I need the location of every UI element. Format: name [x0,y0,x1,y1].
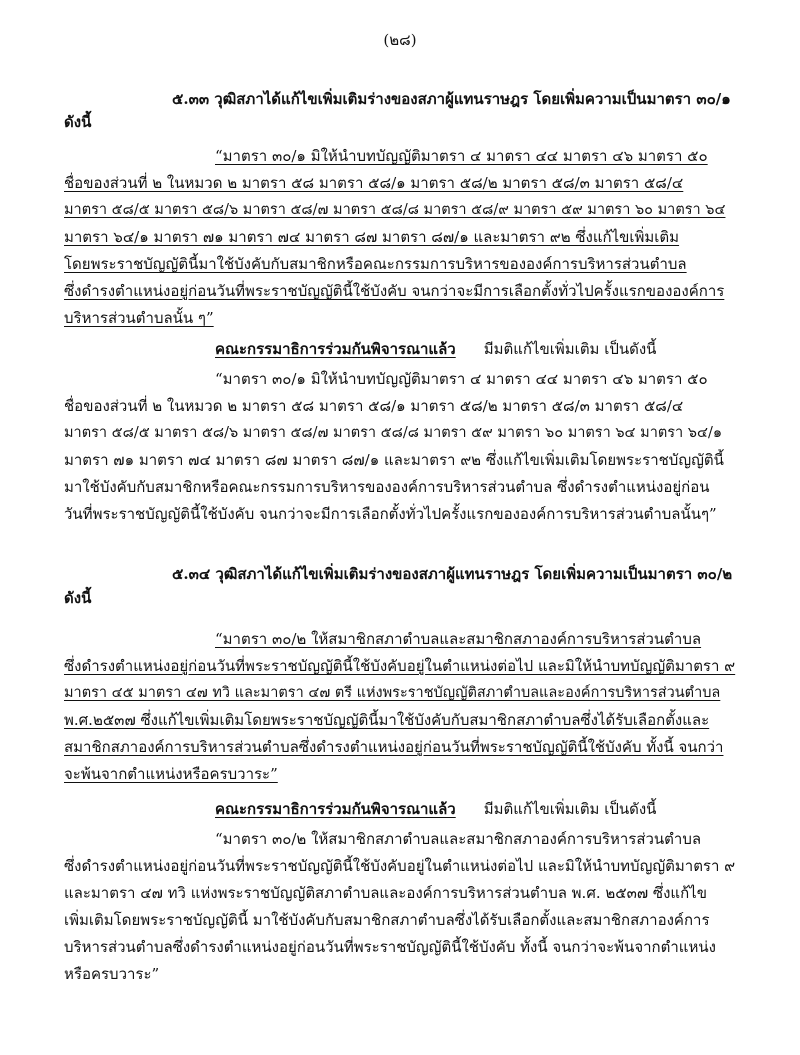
senate-amendment-line: มาตรา ๖๔/๑ มาตรา ๗๑ มาตรา ๗๔ มาตรา ๘๗ มาตรา ๘๗/๑ และมาตรา ๙๒ ซึ่งแก้ไขเพิ่มเติม [64,228,680,246]
resolution-text-line: หรือครบวาระ” [64,965,160,983]
resolution-text-line: “มาตรา ๓๐/๑ มิให้นำบทบัญญัติมาตรา ๔ มาตรา ๔๔ มาตรา ๔๖ มาตรา ๕๐ [215,370,708,388]
committee-note: มีมติแก้ไขเพิ่มเติม เป็นดังนี้ [483,340,657,358]
resolution-text-line: มาใช้บังคับกับสมาชิกหรือคณะกรรมการบริหารขององค์การบริหารส่วนตำบล ซึ่งดำรงตำแหน่งอยู่ก่อน [64,478,710,496]
senate-amendment-line: “มาตรา ๓๐/๒ ให้สมาชิกสภาตำบลและสมาชิกสภาองค์การบริหารส่วนตำบล [215,630,702,648]
senate-amendment-line: มาตรา ๔๕ มาตรา ๔๗ ทวิ และมาตรา ๔๗ ตรี แห่งพระราชบัญญัติสภาตำบลและองค์การบริหารส่วนตำบล [64,685,721,701]
committee-label: คณะกรรมาธิการร่วมกันพิจารณาแล้ว [215,340,456,358]
senate-amendment-line: ชื่อของส่วนที่ ๒ ในหมวด ๒ มาตรา ๕๘ มาตรา ๕๘/๑ มาตรา ๕๘/๒ มาตรา ๕๘/๓ มาตรา ๕๘/๔ [64,174,684,192]
senate-amendment-line: มาตรา ๕๘/๕ มาตรา ๕๘/๖ มาตรา ๕๘/๗ มาตรา ๕๘/๘ มาตรา ๕๘/๙ มาตรา ๕๙ มาตรา ๖๐ มาตรา ๖๔ [64,202,726,218]
senate-amendment-line: บริหารส่วนตำบลนั้น ๆ” [64,309,214,327]
resolution-text-line: ชื่อของส่วนที่ ๒ ในหมวด ๒ มาตรา ๕๘ มาตรา ๕๘/๑ มาตรา ๕๘/๒ มาตรา ๕๘/๓ มาตรา ๕๘/๔ [64,397,684,415]
senate-amendment-line: พ.ศ.๒๕๓๗ ซึ่งแก้ไขเพิ่มเติมโดยพระราชบัญญัตินี้มาใช้บังคับกับสมาชิกสภาตำบลซึ่งได้รับเลือกตั้งและ [64,711,710,729]
page-number: (๒๘) [383,31,417,49]
committee-label: คณะกรรมาธิการร่วมกันพิจารณาแล้ว [215,800,456,818]
resolution-text-line: เพิ่มเติมโดยพระราชบัญญัตินี้ มาใช้บังคับกับสมาชิกสภาตำบลซึ่งได้รับเลือกตั้งและสมาชิกสภาองค์การ [64,911,710,929]
senate-amendment-line: สมาชิกสภาองค์การบริหารส่วนตำบลซึ่งดำรงตำแหน่งอยู่ก่อนวันที่พระราชบัญญัตินี้ใช้บังคับ ทั้งนี้ จนกว่า [64,738,724,756]
section-heading: ๕.๓๓ วุฒิสภาได้แก้ไขเพิ่มเติมร่างของสภาผู้แทนราษฎร โดยเพิ่มความเป็นมาตรา ๓๐/๑ [172,90,731,108]
resolution-text-line: ซึ่งดำรงตำแหน่งอยู่ก่อนวันที่พระราชบัญญัตินี้ใช้บังคับอยู่ในตำแหน่งต่อไป และมิให้นำบทบัญญัติมาตรา ๙ [64,857,736,875]
resolution-text-line: บริหารส่วนตำบลซึ่งดำรงตำแหน่งอยู่ก่อนวันที่พระราชบัญญัตินี้ใช้บังคับ ทั้งนี้ จนกว่าจะพ้นจากตำแหน่ง [64,938,716,956]
section-heading-continuation: ดังนี้ [64,589,92,607]
resolution-text-line: และมาตรา ๔๗ ทวิ แห่งพระราชบัญญัติสภาตำบลและองค์การบริหารส่วนตำบล พ.ศ. ๒๕๓๗ ซึ่งแก้ไข [64,884,707,902]
section-heading-continuation: ดังนี้ [64,113,92,131]
resolution-text-line: มาตรา ๗๑ มาตรา ๗๔ มาตรา ๘๗ มาตรา ๘๗/๑ และมาตรา ๙๒ ซึ่งแก้ไขเพิ่มเติมโดยพระราชบัญญัตินี้ [64,451,724,469]
senate-amendment-line: จะพ้นจากตำแหน่งหรือครบวาระ” [64,765,278,783]
committee-note: มีมติแก้ไขเพิ่มเติม เป็นดังนี้ [483,800,657,818]
resolution-text-line: “มาตรา ๓๐/๒ ให้สมาชิกสภาตำบลและสมาชิกสภาองค์การบริหารส่วนตำบล [215,830,702,848]
section-heading: ๕.๓๔ วุฒิสภาได้แก้ไขเพิ่มเติมร่างของสภาผู้แทนราษฎร โดยเพิ่มความเป็นมาตรา ๓๐/๒ [172,565,733,583]
senate-amendment-line: ซึ่งดำรงตำแหน่งอยู่ก่อนวันที่พระราชบัญญัตินี้ใช้บังคับอยู่ในตำแหน่งต่อไป และมิให้นำบทบัญญัติมาตรา ๙ [64,657,736,675]
senate-amendment-line: โดยพระราชบัญญัตินี้มาใช้บังคับกับสมาชิกหรือคณะกรรมการบริหารขององค์การบริหารส่วนตำบล [64,255,687,273]
resolution-text-line: วันที่พระราชบัญญัตินี้ใช้บังคับ จนกว่าจะมีการเลือกตั้งทั่วไปครั้งแรกขององค์การบริหารส่วนตำบลนั้นๆ” [64,505,717,523]
senate-amendment-line: “มาตรา ๓๐/๑ มิให้นำบทบัญญัติมาตรา ๔ มาตรา ๔๔ มาตรา ๔๖ มาตรา ๕๐ [215,147,708,165]
committee-resolution [215,338,656,360]
senate-amendment-line: ซึ่งดำรงตำแหน่งอยู่ก่อนวันที่พระราชบัญญัตินี้ใช้บังคับ จนกว่าจะมีการเลือกตั้งทั่วไปครั้งแรกขององค์การ [64,282,725,300]
committee-resolution [215,798,656,820]
resolution-text-line: มาตรา ๕๘/๕ มาตรา ๕๘/๖ มาตรา ๕๘/๗ มาตรา ๕๘/๘ มาตรา ๕๙ มาตรา ๖๐ มาตรา ๖๔ มาตรา ๖๔/๑ [64,425,723,441]
